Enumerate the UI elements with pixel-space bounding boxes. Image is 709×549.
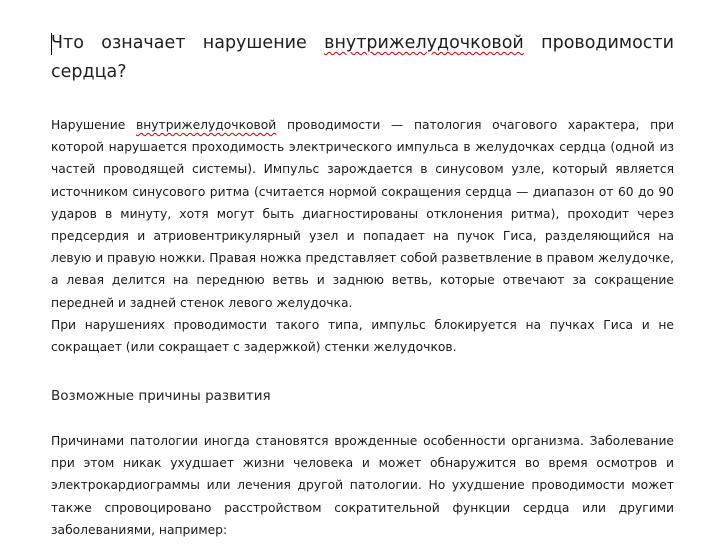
paragraph-definition-start: Нарушение	[51, 118, 136, 132]
section-subheading[interactable]: Возможные причины развития	[51, 388, 271, 404]
paragraph-definition-rest: проводимости — патология очагового характера, при которой нарушается проходимость электрического импульса в желудочках сердца (одной из частей проводящей системы). Импульс зарождается в синусовом узле, который является источником синусового ритма (считается нормой сокращения сердца — диапазон от 60 до 90 ударов в минуту, хотя могут быть диагностированы отклонения ритма), проходит через предсердия и атриовентрикулярный узел и попадает на пучок Гиса, разделяющийся на левую и правую ножки. Правая ножка представляет собой разветвление в правом желудочке, а левая делится на переднюю ветвь и заднюю ветвь, которые отвечают за сокращение передней и задней стенок левого желудочка.	[51, 118, 674, 310]
paragraph-conduction-block[interactable]: При нарушениях проводимости такого типа, импульс блокируется на пучках Гиса и не сокращает (или сокращает с задержкой) стенки желудочков.	[51, 318, 674, 355]
paragraph-definition[interactable]	[51, 114, 674, 314]
heading-text-end: проводимости сердца?	[51, 33, 675, 82]
paragraph-causes[interactable]: Причинами патологии иногда становятся врожденные особенности организма. Заболевание при этом никак ухудшает жизни человека и может обнаружится во время осмотров и электрокардиограммы или лечения другой патологии. Но ухудшение проводимости может также спровоцировано расстройством сократительной функции сердца или другими заболеваниями, например:	[51, 434, 674, 537]
heading-text-start: Что означает нарушение	[51, 33, 325, 53]
heading-flagged-word[interactable]: внутрижелудочковой	[324, 33, 524, 53]
document-heading[interactable]	[51, 29, 674, 87]
paragraph-flagged-word[interactable]: внутрижелудочковой	[135, 118, 277, 132]
